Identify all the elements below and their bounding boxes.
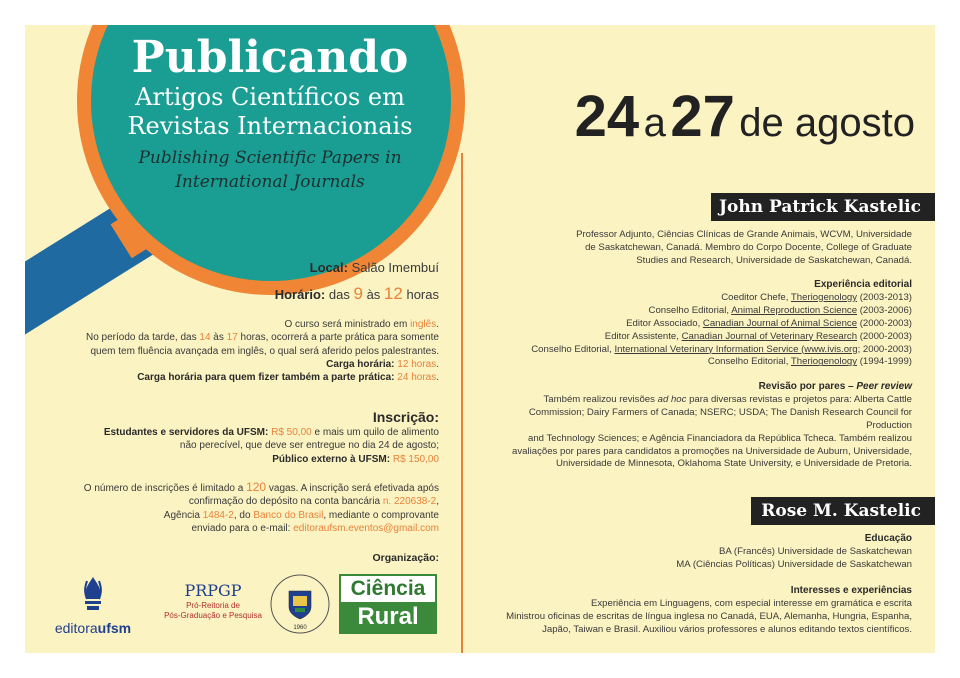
editorial-item: Coeditor Chefe, Theriogenology (2003-2013) — [721, 291, 912, 303]
horario-start: 9 — [353, 284, 363, 303]
local-line — [35, 259, 439, 277]
course-fluency-line: quem tem fluência avançada em inglês, o qual será aferido pelos palestrantes. — [90, 345, 439, 357]
contact-email[interactable]: editoraufsm.eventos@gmail.com — [293, 522, 439, 534]
editora-flame-icon — [78, 575, 108, 615]
editorial-heading: Experiência editorial — [814, 279, 912, 290]
review-heading: Revisão por pares – Peer review — [758, 381, 912, 392]
editorial-item: Conselho Editorial, Theriogenology (1994-1999) — [707, 356, 912, 368]
horario-label: Horário: — [274, 287, 326, 302]
prpgp-logo: PRPGP Pró-Reitoria de Pós-Graduação e Pesquisa — [164, 581, 262, 620]
horario-das: das — [328, 287, 350, 302]
education-heading: Educação — [864, 533, 912, 544]
horario-as: às — [366, 287, 381, 302]
speaker1-bio: Professor Adjunto, Ciências Clínicas de Grande Animais, WCVM, Universidade de Saskatchewan, Canadá. Membro do Corpo Docente, College of Graduate Studies and Research, Universidade de Saskatchewan, Canadá. — [576, 229, 912, 266]
speaker2-name: Rose M. Kastelic — [751, 497, 935, 525]
speaker2-education: Educação BA (Francês) Universidade de Saskatchewan MA (Ciências Políticas) Universidade de Saskatchewan — [495, 533, 912, 572]
main-title: Publicando — [131, 32, 409, 83]
speaker1-editorial — [495, 279, 912, 369]
carga-pratica-line: Carga horária para quem fizer também a parte prática: 24 horas. — [137, 372, 439, 384]
title-block — [103, 33, 437, 194]
english-title-line-1: Publishing Scientific Papers in — [138, 148, 402, 168]
local-label: Local: — [309, 260, 348, 275]
horario-unit: horas — [406, 287, 439, 302]
carga-horaria-line: Carga horária: 12 horas. — [326, 358, 439, 370]
event-date: 24 a 27 de agosto — [574, 84, 915, 149]
editorial-item: Editor Assistente, Canadian Journal of Veterinary Research (2000-2003) — [604, 330, 912, 342]
date-end: 27 — [670, 84, 735, 149]
estudantes-line-2: não perecível, que deve ser entregue no dia 24 de agosto; — [179, 440, 439, 452]
english-title — [103, 146, 437, 194]
externo-line: Público externo à UFSM: R$ 150,00 — [272, 453, 439, 465]
date-month: de agosto — [739, 101, 915, 145]
horario-end: 12 — [383, 284, 403, 303]
speaker2-interests: Interesses e experiências Experiência em Linguagens, com especial interesse em gramática e escrita Ministrou oficinas de escritas de língua inglesa no Canadá, EUA, Alemanha, Hungria, Espanha, Japão, Taiwan e Brasil. Auxiliou vários professores e alunos editando textos científicos. — [495, 585, 912, 637]
horario-line — [35, 283, 439, 306]
estudantes-line: Estudantes e servidores da UFSM: R$ 50,00 e mais um quilo de alimento — [103, 427, 439, 438]
course-language-line: O curso será ministrado em inglês. — [284, 319, 439, 330]
ciencia-rural-logo: Ciência Rural — [339, 574, 437, 634]
interests-heading: Interesses e experiências — [790, 585, 912, 596]
subtitle-line-2: Revistas Internacionais — [127, 112, 413, 140]
course-afternoon-line: No período da tarde, das 14 às 17 horas, ocorrerá a parte prática para somente — [85, 332, 439, 344]
local-value: Salão Imembuí — [351, 260, 439, 275]
editorial-item: Conselho Editorial, Animal Reproduction Science (2003-2006) — [648, 304, 912, 316]
course-description — [35, 318, 439, 384]
organizacao-label: Organização: — [372, 552, 439, 564]
ufsm-seal-logo: 1960 — [269, 573, 331, 635]
english-title-line-2: International Journals — [175, 172, 365, 192]
editorial-item: Editor Associado, Canadian Journal of Animal Science (2000-2003) — [626, 317, 912, 329]
subtitle-line-1: Artigos Científicos em — [135, 83, 405, 111]
speaker1-name: John Patrick Kastelic — [711, 193, 935, 221]
poster — [25, 25, 935, 653]
editora-ufsm-logo: editoraufsm — [47, 575, 139, 636]
editorial-item: Conselho Editorial, International Veterinary Information Service (www.ivis.org; 2000-2003) — [531, 343, 912, 355]
inscricao-details: O número de inscrições é limitado a 120 vagas. A inscrição será efetivada após confirmação do depósito na conta bancária n. 220638-2, Agência 1484-2, do Banco do Brasil, mediante o comprovante enviado para o e-mail: editoraufsm.eventos@gmail.com — [83, 480, 439, 534]
speaker1-review: Revisão por pares – Peer review Também realizou revisões ad hoc para diversas revistas e projetos para: Alberta Cattle Commission; Dairy Farmers of Canada; NSERC; USDA; The Danish Research Council for Production and Technology Sciences; e Agência Financiadora da República Tcheca. Também realizou avaliações por pares para candidatos a promoções na Universidade de Auburn, Universidade, Universidade de Minnesota, Oklahoma State University, e Universidade de Pretoria. — [495, 381, 912, 471]
date-start: 24 — [574, 84, 640, 149]
course-language: inglês — [410, 319, 437, 330]
inscricao-section — [35, 408, 439, 466]
inscricao-heading: Inscrição: — [372, 409, 439, 425]
column-divider — [461, 153, 463, 653]
